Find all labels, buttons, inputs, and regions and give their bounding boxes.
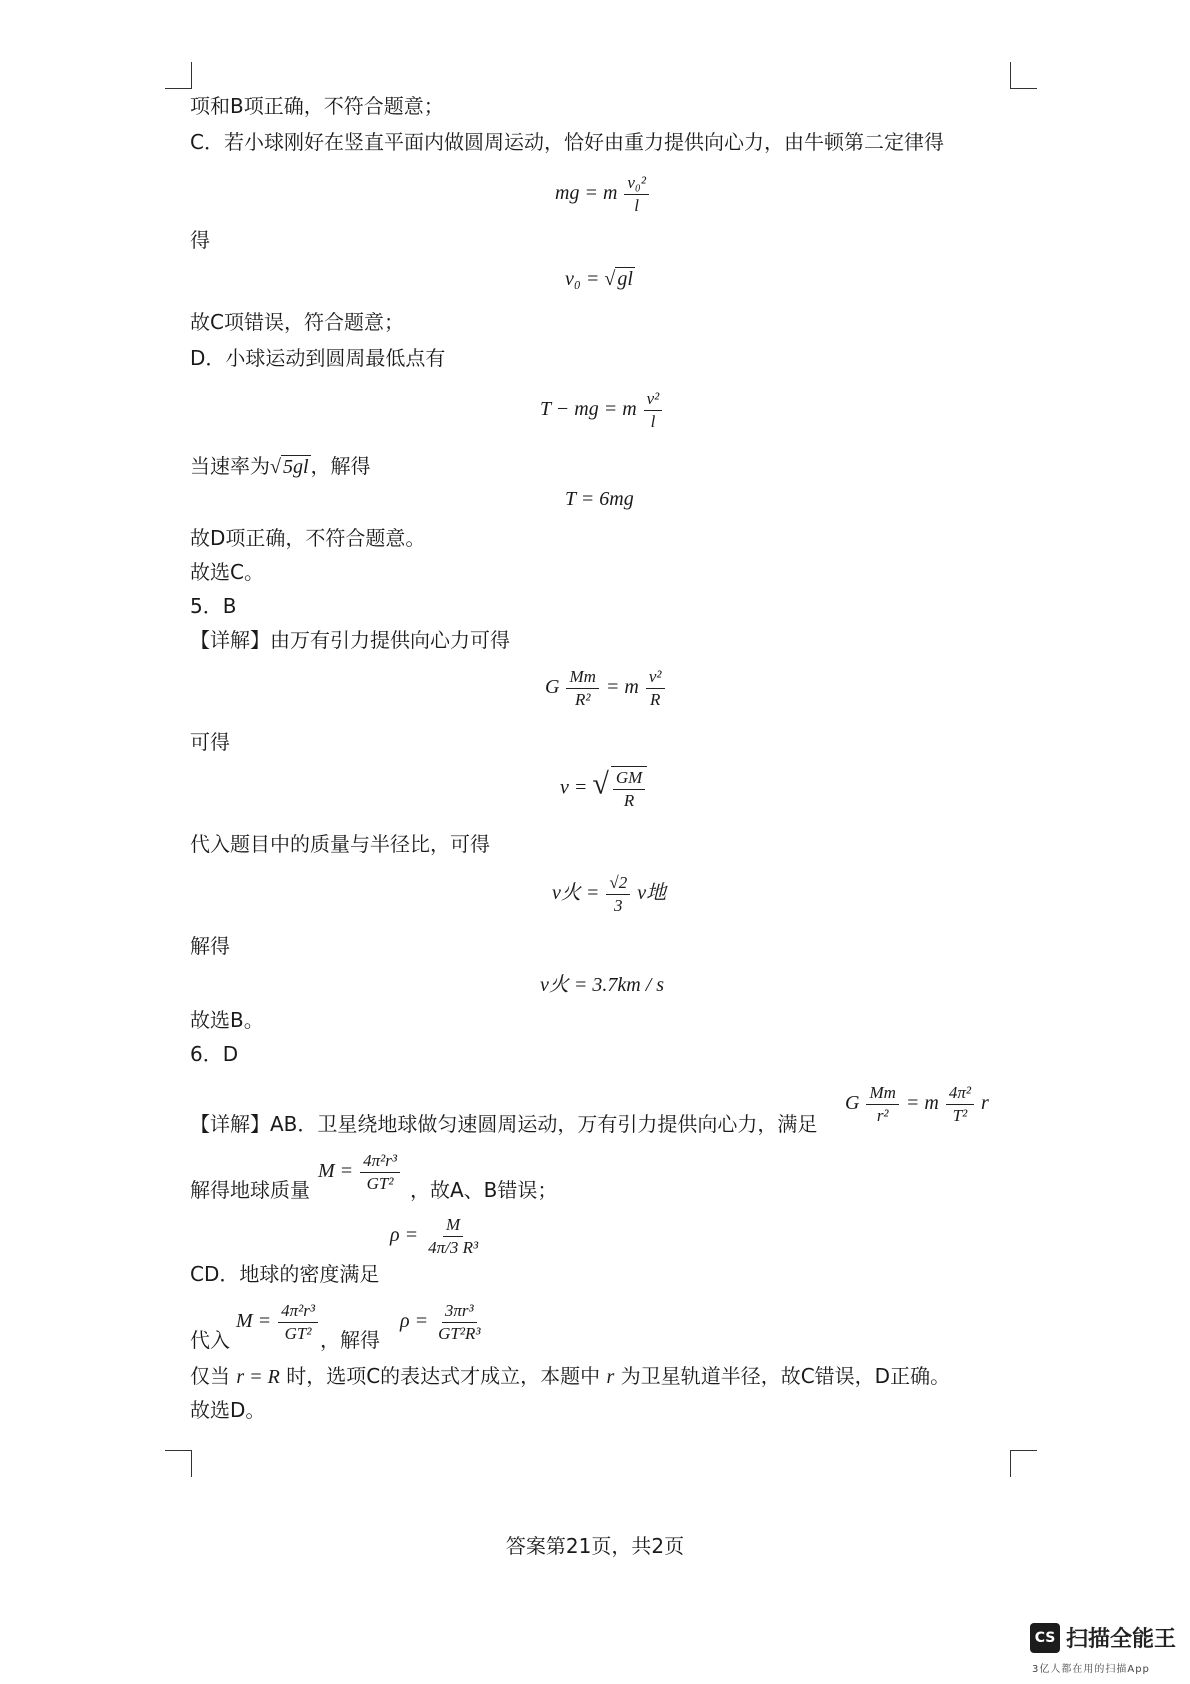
- inline-sqrt-5gl: √ 5gl: [270, 456, 309, 478]
- question-number: 6．D: [190, 1042, 239, 1066]
- text-line: 【详解】由万有引力提供向心力可得: [190, 628, 510, 652]
- equation-earth-mass: M = $\frac{\text{4π²r³}}{\text{GT²}}$: [318, 1150, 402, 1195]
- scanner-watermark: [1030, 1622, 1176, 1653]
- text-line: 解得: [190, 934, 230, 958]
- text-line: 可得: [190, 730, 230, 754]
- text-line: 解得地球质量: [190, 1178, 310, 1202]
- text-line: 代入题目中的质量与半径比，可得: [190, 832, 490, 856]
- text-line: D．小球运动到圆周最低点有: [190, 346, 446, 370]
- text-line: 故选D。: [190, 1398, 266, 1422]
- text-line: ，故A、B错误；: [410, 1178, 558, 1202]
- text-line: 项和B项正确，不符合题意；: [190, 94, 444, 118]
- equation-satellite: G $\frac{Mm}{\text{r²}}$ = m $\frac{\text{4π²}}{\text{T²}}$ r: [845, 1083, 989, 1125]
- text-line: 仅当 r = R 时，选项C的表达式才成立，本题中 r 为卫星轨道半径，故C错误，D正确。: [190, 1364, 951, 1388]
- equation-mass-substitute: M = $\frac{\text{4π²r³}}{\text{GT²}}$: [236, 1300, 320, 1345]
- equation-tension: T − mg = m $\frac{\text{v²}}{l}$: [540, 388, 664, 433]
- equation-gravitation: G $\frac{Mm}{\text{R²}}$ = m $\frac{\text{v²}}{R}$: [545, 666, 667, 711]
- cs-logo-icon: CS: [1030, 1623, 1060, 1653]
- crop-mark-bottom-right: [1010, 1450, 1037, 1477]
- equation-mars-velocity: v火 = 3.7km / s: [540, 974, 665, 996]
- text-line: CD．地球的密度满足: [190, 1262, 380, 1286]
- crop-mark-top-right: [1010, 62, 1037, 89]
- text-line: 【详解】AB．卫星绕地球做匀速圆周运动，万有引力提供向心力，满足: [190, 1112, 818, 1136]
- text-line: 故选C。: [190, 560, 264, 584]
- text-line: 故选B。: [190, 1008, 264, 1032]
- equation-density: ρ = $\frac{M}{\text{4π/3 R³}}$: [390, 1215, 479, 1257]
- crop-mark-top-left: [165, 62, 192, 89]
- text-line: 故D项正确，不符合题意。: [190, 526, 426, 550]
- equation-t-6mg: T = 6mg: [565, 488, 634, 510]
- equation-newton-top: mg = m $\frac{\text{v₀²}}{l}$: [555, 172, 651, 217]
- equation-mars-ratio: v火 = $\frac{√2}{3}$ v地: [552, 873, 667, 915]
- equation-density-result: ρ = $\frac{\text{3πr³}}{\text{GT²R³}}$: [400, 1301, 481, 1343]
- brand-name: 扫描全能王: [1066, 1627, 1177, 1652]
- crop-mark-bottom-left: [165, 1450, 192, 1477]
- equation-orbital-velocity: v = √ $\frac{GM}{R}$: [560, 766, 649, 812]
- text-line: C．若小球刚好在竖直平面内做圆周运动，恰好由重力提供向心力，由牛顿第二定律得: [190, 130, 944, 154]
- equation-v0: v₀ = √ gl: [565, 268, 633, 290]
- text-line: 代入: [190, 1328, 230, 1352]
- question-number: 5．B: [190, 594, 237, 618]
- text-line: 故C项错误，符合题意；: [190, 310, 404, 334]
- brand-tagline: 3亿人都在用的扫描App: [1032, 1664, 1150, 1675]
- text-line: 得: [190, 228, 210, 252]
- text-line: 当速率为√ 5gl ，解得: [190, 454, 371, 478]
- page-footer: 答案第21页，共2页: [505, 1534, 685, 1558]
- text-line: ，解得: [320, 1328, 380, 1352]
